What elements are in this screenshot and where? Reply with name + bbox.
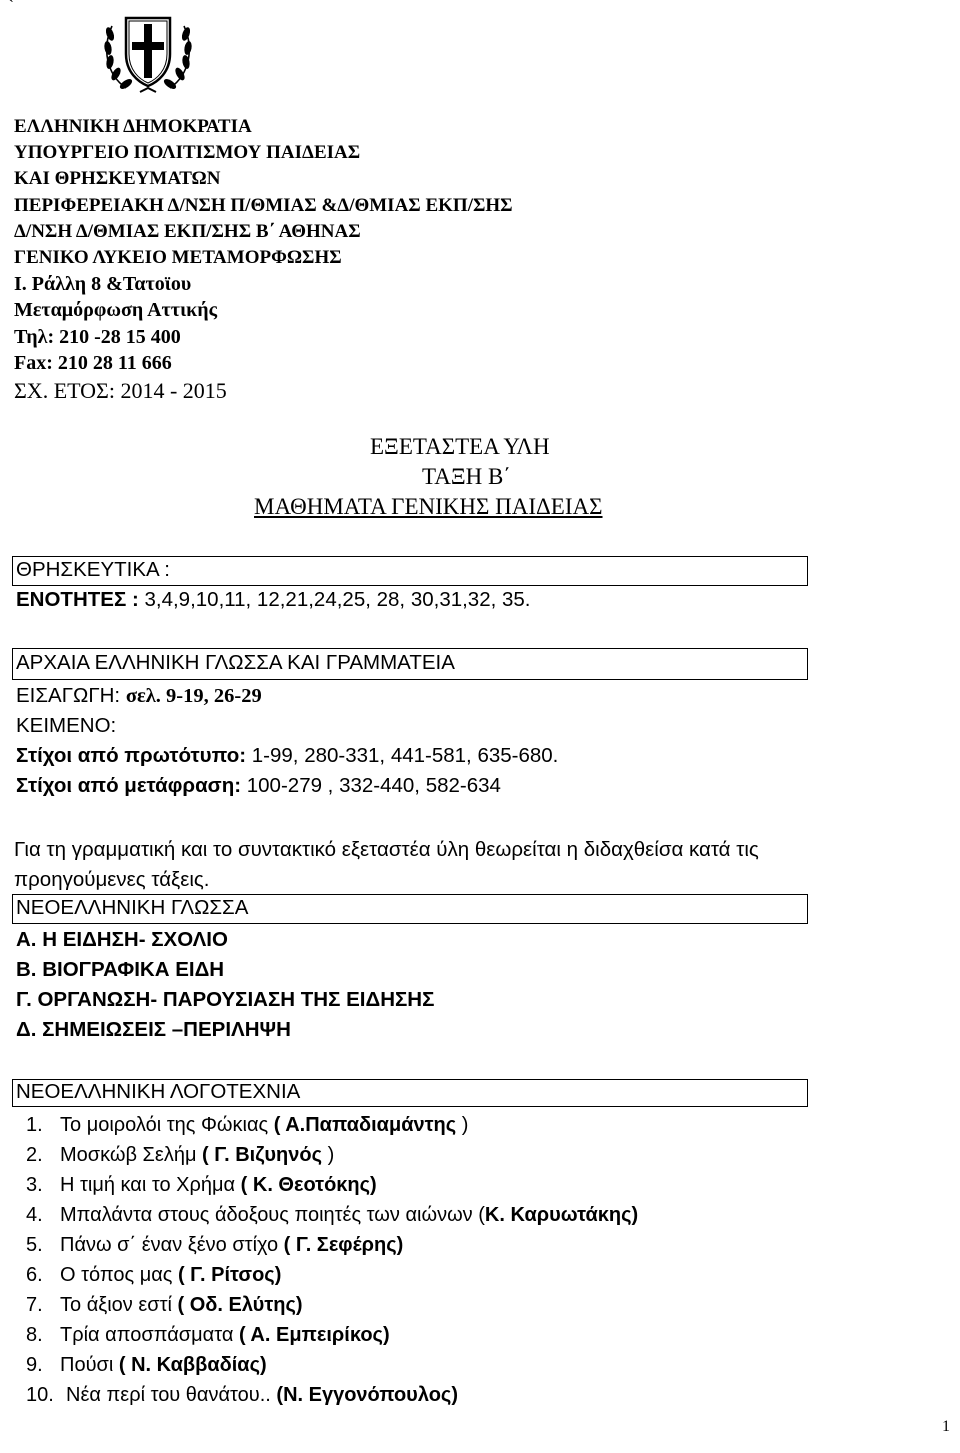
list-item: 2. Μοσκώβ Σελήμ ( Γ. Βιζυηνός ) [26,1144,335,1166]
class-label: ΤΑΞΗ Β΄ [422,464,511,489]
header-line: Δ/ΝΣΗ Δ/ΘΜΙΑΣ ΕΚΠ/ΣΗΣ Β΄ ΑΘΗΝΑΣ [14,220,361,242]
section-heading-literature: ΝΕΟΕΛΛΗΝΙΚΗ ΛΟΓΟΤΕΧΝΙΑ [16,1080,301,1103]
grammar-note: Για τη γραμματική και το συντακτικό εξεταστέα ύλη θεωρείται η διδαχθείσα κατά τις [14,838,759,861]
list-item: 8. Τρία αποσπάσματα ( Α. Εμπειρίκος) [26,1324,390,1346]
language-topic: Δ. ΣΗΜΕΙΩΣΕΙΣ –ΠΕΡΙΛΗΨΗ [16,1018,291,1041]
language-topic: Γ. ΟΡΓΑΝΩΣΗ- ΠΑΡΟΥΣΙΑΣΗ ΤΗΣ ΕΙΔΗΣΗΣ [16,988,435,1011]
header-line: ΓΕΝΙΚΟ ΛΥΚΕΙΟ ΜΕΤΑΜΟΡΦΩΣΗΣ [14,247,342,269]
school-city: Μεταμόρφωση Αττικής [14,299,218,322]
list-item: 6. Ο τόπος μας ( Γ. Ρίτσος) [26,1264,282,1286]
section-heading-modern-language: ΝΕΟΕΛΛΗΝΙΚΗ ΓΛΩΣΣΑ [16,896,249,919]
verses-translation [16,774,501,798]
list-item: 1. Το μοιρολόι της Φώκιας ( Α.Παπαδιαμάντης ) [26,1114,469,1136]
verses-translation-value: 100-279 , 332-440, 582-634 [241,774,501,797]
verses-original-value: 1-99, 280-331, 441-581, 635-680. [246,744,559,767]
list-item: 5. Πάνω σ΄ έναν ξένο στίχο ( Γ. Σεφέρης) [26,1234,404,1256]
intro-label: ΕΙΣΑΓΩΓΗ: [16,684,126,707]
list-item: 7. Το άξιον εστί ( Οδ. Ελύτης) [26,1294,303,1316]
text-label: ΚΕΙΜΕΝΟ: [16,714,117,737]
page-number: 1 [942,1418,950,1435]
intro-value: σελ. 9-19, 26-29 [125,685,262,707]
list-item: 9. Πούσι ( Ν. Καββαδίας) [26,1354,267,1376]
list-item: 10. Νέα περί του θανάτου.. (Ν. Εγγονόπουλος) [26,1384,458,1406]
document-title: ΕΞΕΤΑΣΤΕΑ ΥΛΗ [370,434,550,459]
list-item: 3. Η τιμή και το Χρήμα ( Κ. Θεοτόκης) [26,1174,377,1196]
verses-translation-label: Στίχοι από μετάφραση: [16,774,242,797]
header-line: ΕΛΛΗΝΙΚΗ ΔΗΜΟΚΡΑΤΙΑ [14,116,252,137]
header-line: ΠΕΡΙΦΕΡΕΙΑΚΗ Δ/ΝΣΗ Π/ΘΜΙΑΣ &Δ/ΘΜΙΑΣ ΕΚΠ/ΣΗΣ [14,194,513,216]
school-header [14,114,513,406]
school-address: Ι. Ράλλη 8 &Τατοϊου [14,273,192,296]
intro-pages [16,684,262,708]
list-item: 4. Μπαλάντα στους άδοξους ποιητές των αιώνων (Κ. Καρυωτάκης) [26,1204,639,1226]
units-value: 3,4,9,10,11, 12,21,24,25, 28, 30,31,32, 35. [138,588,531,611]
units-label: ΕΝΟΤΗΤΕΣ : [16,588,139,611]
greek-coat-of-arms-icon [96,4,200,100]
stray-mark: ` [8,0,14,16]
verses-original-label: Στίχοι από πρωτότυπο: [16,744,247,767]
language-topic: Β. ΒΙΟΓΡΑΦΙΚΑ ΕΙΔΗ [16,958,225,981]
verses-original [16,744,558,768]
literature-list [26,1110,638,1410]
language-topic: Α. Η ΕΙΔΗΣΗ- ΣΧΟΛΙΟ [16,928,228,951]
religion-units [16,588,531,612]
header-line: ΚΑΙ ΘΡΗΣΚΕΥΜΑΤΩΝ [14,168,221,190]
school-fax: Fax: 210 28 11 666 [14,351,172,374]
header-line: ΥΠΟΥΡΓΕΙΟ ΠΟΛΙΤΙΣΜΟΥ ΠΑΙΔΕΙΑΣ [14,142,361,164]
school-year: ΣΧ. ΕΤΟΣ: 2014 - 2015 [14,378,227,404]
section-heading-religion: ΘΡΗΣΚΕΥΤΙΚΑ : [16,558,170,581]
school-phone: Τηλ: 210 -28 15 400 [14,325,181,348]
subjects-title: ΜΑΘΗΜΑΤΑ ΓΕΝΙΚΗΣ ΠΑΙΔΕΙΑΣ [254,494,603,519]
section-heading-ancient: ΑΡΧΑΙΑ ΕΛΛΗΝΙΚΗ ΓΛΩΣΣΑ ΚΑΙ ΓΡΑΜΜΑΤΕΙΑ [16,651,455,674]
grammar-note-cont: προηγούμενες τάξεις. [14,868,210,891]
